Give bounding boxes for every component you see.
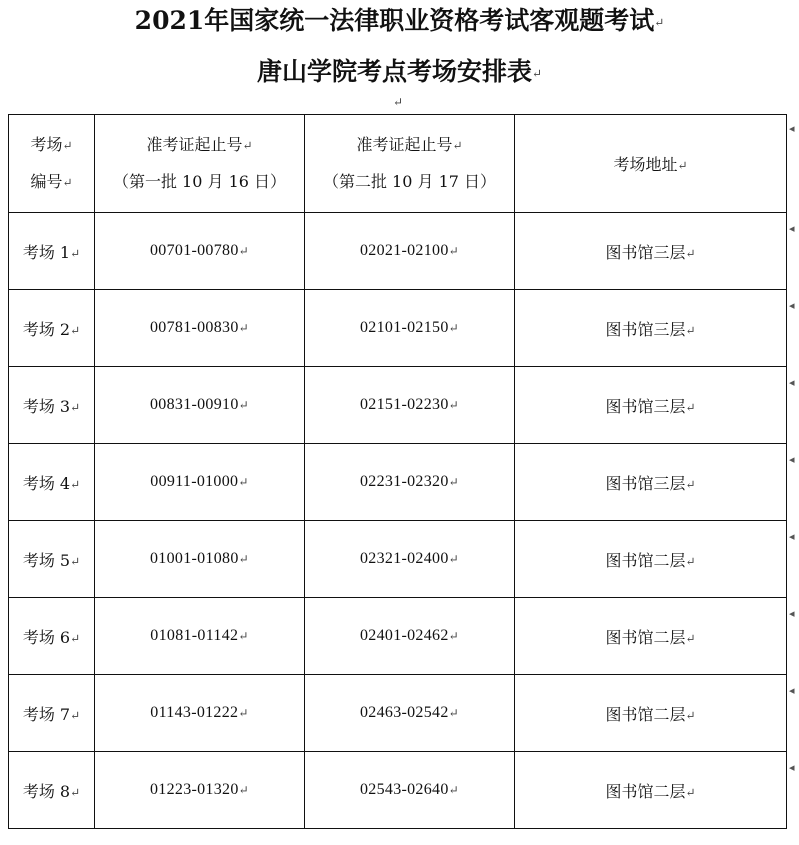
table-row bbox=[9, 213, 787, 290]
table-row bbox=[9, 675, 787, 752]
row-end-marker-icon: ◂ bbox=[789, 376, 795, 389]
title-line-2-text: 唐山学院考点考场安排表 bbox=[256, 57, 532, 86]
batch2-range-cell: 02463-02542↵ bbox=[305, 675, 515, 752]
table-row bbox=[9, 752, 787, 829]
batch1-range-cell: 01223-01320↵ bbox=[95, 752, 305, 829]
room-number-cell: 考场 1↵ bbox=[9, 213, 95, 290]
paragraph-mark-icon: ↵ bbox=[242, 138, 253, 153]
header-batch1-ticket-range: 准考证起止号↵ （第一批 10 月 16 日） bbox=[95, 115, 305, 213]
table-row bbox=[9, 444, 787, 521]
row-end-marker-icon: ◂ bbox=[789, 684, 795, 697]
address-cell: 图书馆二层↵ bbox=[515, 521, 787, 598]
document-title-line-1 bbox=[0, 6, 799, 38]
batch1-range-cell: 01081-01142↵ bbox=[95, 598, 305, 675]
address-cell: 图书馆三层↵ bbox=[515, 444, 787, 521]
table-row bbox=[9, 290, 787, 367]
room-number-cell: 考场 5↵ bbox=[9, 521, 95, 598]
batch1-range-cell: 00701-00780↵ bbox=[95, 213, 305, 290]
table-row bbox=[9, 521, 787, 598]
paragraph-mark-icon: ↵ bbox=[654, 15, 665, 30]
address-cell: 图书馆二层↵ bbox=[515, 675, 787, 752]
table-row bbox=[9, 598, 787, 675]
table-row bbox=[9, 367, 787, 444]
batch2-range-cell: 02231-02320↵ bbox=[305, 444, 515, 521]
batch2-range-cell: 02543-02640↵ bbox=[305, 752, 515, 829]
address-cell: 图书馆三层↵ bbox=[515, 213, 787, 290]
row-end-marker-icon: ◂ bbox=[789, 122, 795, 135]
table-header-row bbox=[9, 115, 787, 213]
batch2-range-cell: 02151-02230↵ bbox=[305, 367, 515, 444]
title-line-1-text: 2021年国家统一法律职业资格考试客观题考试 bbox=[134, 6, 655, 35]
row-end-marker-icon: ◂ bbox=[789, 530, 795, 543]
paragraph-mark-icon: ↵ bbox=[531, 66, 543, 81]
batch1-range-cell: 00911-01000↵ bbox=[95, 444, 305, 521]
batch2-range-cell: 02021-02100↵ bbox=[305, 213, 515, 290]
room-number-cell: 考场 3↵ bbox=[9, 367, 95, 444]
paragraph-mark-icon: ↵ bbox=[62, 175, 73, 189]
document-title-line-2 bbox=[0, 57, 799, 89]
room-number-cell: 考场 4↵ bbox=[9, 444, 95, 521]
row-end-marker-icon: ◂ bbox=[789, 453, 795, 466]
address-cell: 图书馆三层↵ bbox=[515, 290, 787, 367]
address-cell: 图书馆二层↵ bbox=[515, 598, 787, 675]
header-room-number: 考场↵ 编号↵ bbox=[9, 115, 95, 213]
row-end-marker-icon: ◂ bbox=[789, 607, 795, 620]
address-cell: 图书馆三层↵ bbox=[515, 367, 787, 444]
paragraph-mark-icon: ↵ bbox=[62, 138, 73, 153]
paragraph-mark-icon: ↵ bbox=[452, 138, 463, 153]
batch1-range-cell: 01001-01080↵ bbox=[95, 521, 305, 598]
exam-room-schedule-table bbox=[8, 114, 787, 829]
batch2-range-cell: 02321-02400↵ bbox=[305, 521, 515, 598]
paragraph-mark-icon: ↵ bbox=[677, 158, 688, 173]
room-number-cell: 考场 7↵ bbox=[9, 675, 95, 752]
batch1-range-cell: 00831-00910↵ bbox=[95, 367, 305, 444]
batch2-range-cell: 02401-02462↵ bbox=[305, 598, 515, 675]
header-batch2-ticket-range: 准考证起止号↵ （第二批 10 月 17 日） bbox=[305, 115, 515, 213]
address-cell: 图书馆二层↵ bbox=[515, 752, 787, 829]
empty-paragraph-mark-icon: ↵ bbox=[393, 95, 404, 109]
batch2-range-cell: 02101-02150↵ bbox=[305, 290, 515, 367]
batch1-range-cell: 00781-00830↵ bbox=[95, 290, 305, 367]
row-end-marker-icon: ◂ bbox=[789, 222, 795, 235]
header-address: 考场地址↵ bbox=[515, 115, 787, 213]
row-end-marker-icon: ◂ bbox=[789, 761, 795, 774]
row-end-marker-icon: ◂ bbox=[789, 299, 795, 312]
room-number-cell: 考场 6↵ bbox=[9, 598, 95, 675]
room-number-cell: 考场 8↵ bbox=[9, 752, 95, 829]
batch1-range-cell: 01143-01222↵ bbox=[95, 675, 305, 752]
room-number-cell: 考场 2↵ bbox=[9, 290, 95, 367]
